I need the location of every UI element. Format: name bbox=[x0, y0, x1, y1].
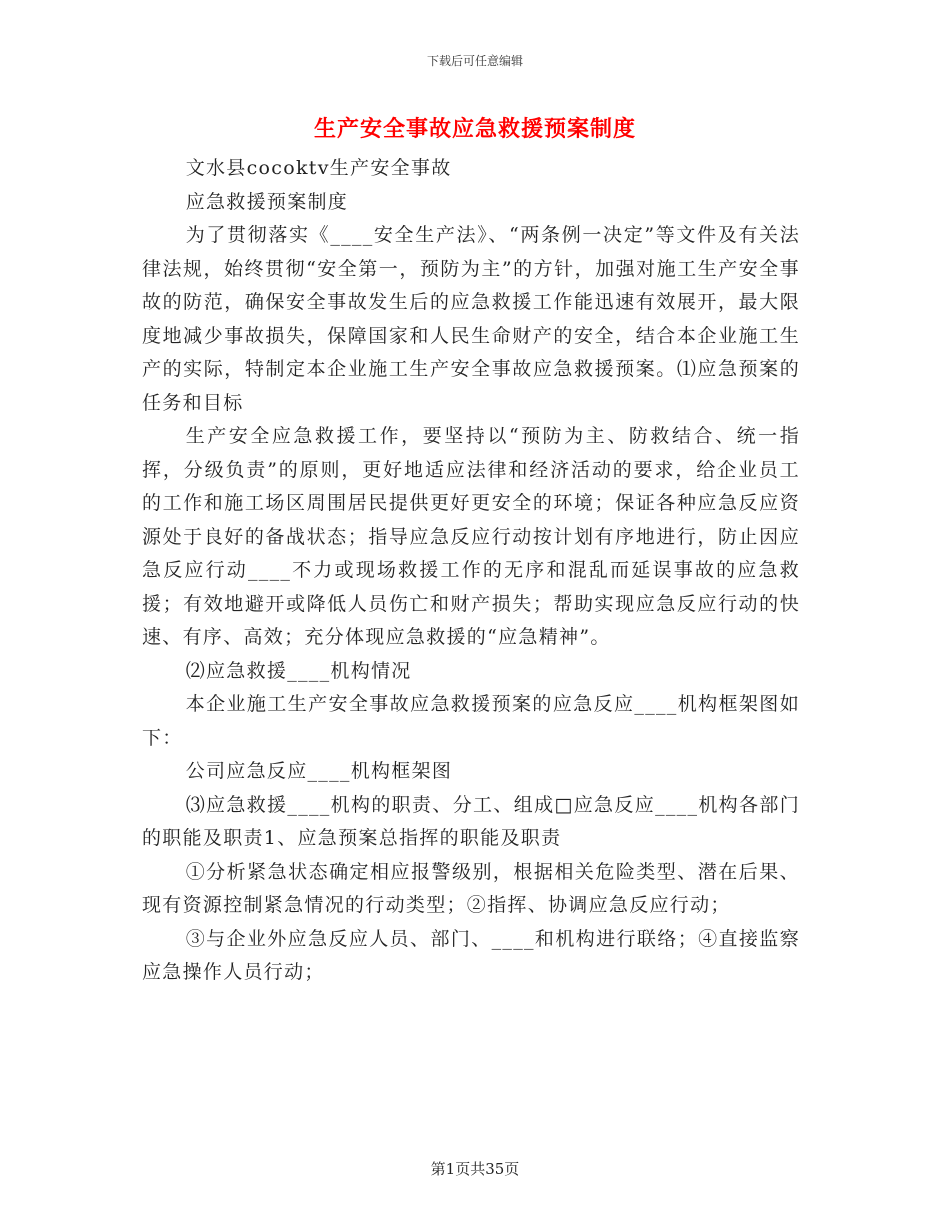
paragraph-10: ③与企业外应急反应人员、部门、____和机构进行联络；④直接监察应急操作人员行动； bbox=[142, 927, 800, 983]
document-body bbox=[142, 152, 800, 990]
paragraph-2: 应急救援预案制度 bbox=[185, 190, 349, 213]
paragraph-6: 本企业施工生产安全事故应急救援预案的应急反应____机构框架图如下： bbox=[142, 693, 800, 749]
paragraph-5: ⑵应急救援____机构情况 bbox=[185, 659, 412, 682]
paragraph-1: 文水县cocoktv生产安全事故 bbox=[185, 157, 452, 179]
paragraph-8: ⑶应急救援____机构的职责、分工、组成□应急反应____机构各部门的职能及职责1、应急预案总指挥的职能及职责 bbox=[142, 793, 800, 849]
document-title: 生产安全事故应急救援预案制度 bbox=[313, 116, 636, 142]
page-header-note: 下载后可任意编辑 bbox=[426, 54, 523, 68]
paragraph-3: 为了贯彻落实《____安全生产法》、“两条例一决定”等文件及有关法律法规，始终贯彻“安全第一，预防为主”的方针，加强对施工生产安全事故的防范，确保安全事故发生后的应急救援工作能迅速有效展开，最大限度地减少事故损失，保障国家和人民生命财产的安全，结合本企业施工生产的实际，特制定本企业施工生产安全事故应急救援预案。⑴应急预案的任务和目标 bbox=[142, 224, 800, 414]
paragraph-7: 公司应急反应____机构框架图 bbox=[185, 760, 453, 782]
paragraph-4: 生产安全应急救援工作，要坚持以“预防为主、防救结合、统一指挥，分级负责”的原则，更好地适应法律和经济活动的要求，给企业员工的工作和施工场区周围居民提供更好更安全的环境；保证各种应急反应资源处于良好的备战状态；指导应急反应行动按计划有序地进行，防止因应急反应行动____不力或现场救援工作的无序和混乱而延误事故的应急救援；有效地避开或降低人员伤亡和财产损失；帮助实现应急反应行动的快速、有序、高效；充分体现应急救援的“应急精神”。 bbox=[142, 425, 800, 648]
paragraph-9: ①分析紧急状态确定相应报警级别，根据相关危险类型、潜在后果、现有资源控制紧急情况的行动类型；②指挥、协调应急反应行动； bbox=[142, 860, 800, 916]
page-number: 第1页共35页 bbox=[430, 1160, 520, 1178]
